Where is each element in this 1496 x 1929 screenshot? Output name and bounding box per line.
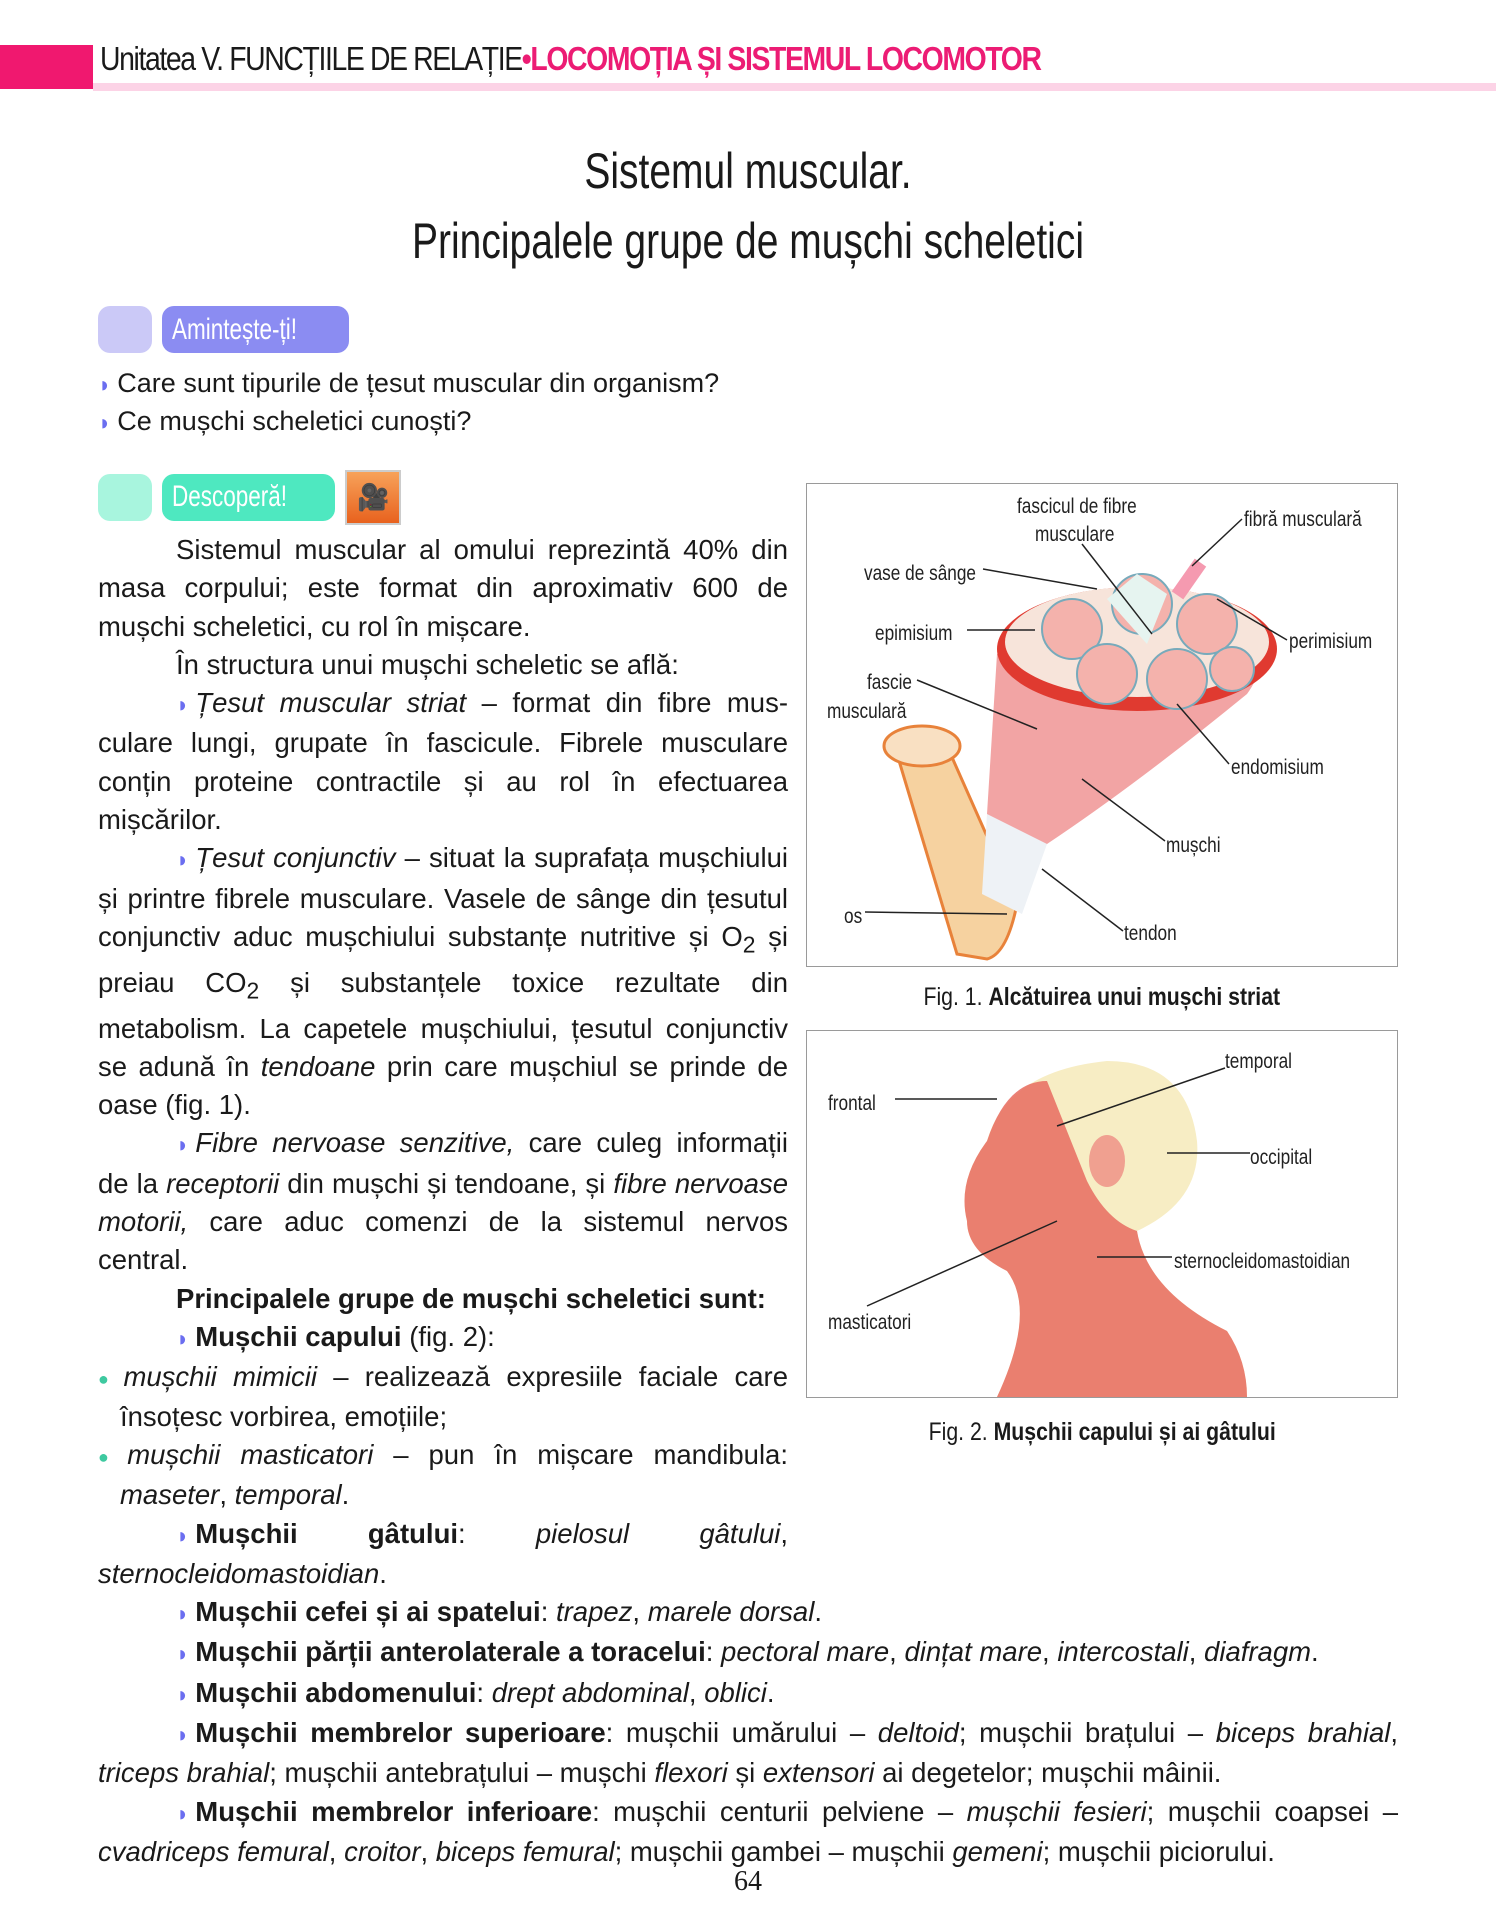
text-segment: Fibre nervoase senzitive, <box>195 1127 515 1159</box>
bullet-marker-icon: ◗ <box>176 1722 190 1748</box>
text-segment: Mușchii membrelor inferioare <box>195 1795 593 1827</box>
text-segment: pielosul gâtului <box>535 1517 781 1549</box>
text-segment: receptorii <box>166 1167 280 1199</box>
figure-1 <box>806 483 1398 967</box>
text-segment: ; mușchii gambei – mușchii <box>614 1835 953 1867</box>
text-segment: . <box>814 1596 822 1628</box>
chapter-label: LOCOMOȚIA ȘI SISTEMUL LOCOMOTOR <box>530 40 1041 77</box>
text-segment: gemeni <box>952 1835 1043 1867</box>
paragraph <box>98 1593 1398 1633</box>
label-tendon: tendon <box>1124 922 1177 945</box>
text-segment: care culeg informații de la <box>98 1127 788 1199</box>
text-segment: tendoane <box>260 1050 376 1082</box>
label-epimisium: epimisium <box>875 622 953 645</box>
text-segment: – pun în mișcare mandibula: <box>373 1439 788 1471</box>
unit-label: Unitatea V. <box>100 40 223 77</box>
text-segment: și <box>727 1757 763 1789</box>
label-vase: vase de sânge <box>864 562 977 585</box>
label-temporal: temporal <box>1225 1050 1292 1073</box>
text-segment: Mușchii membrelor superioare <box>195 1717 606 1749</box>
label-endomisium: endomisium <box>1231 756 1324 779</box>
text-segment: – situat la suprafața mușchiului și printre fibrele musculare. Vasele de sânge din țesutul conjunctiv aduc mușchiului substanțe nutritive și O <box>98 842 788 952</box>
text-segment: din mușchi și tendoane, și <box>279 1167 614 1199</box>
main-text <box>98 470 1398 1871</box>
discover-label: Descoperă! <box>172 480 288 514</box>
text-segment: sternocleidomastoidian <box>98 1557 380 1589</box>
text-segment: mușchii mimicii <box>123 1361 317 1393</box>
text-segment: , <box>889 1636 905 1668</box>
discover-badge <box>98 470 788 525</box>
text-segment: , <box>1042 1636 1058 1668</box>
label-occipital: occipital <box>1250 1146 1313 1169</box>
text-segment: ; mușchii coapsei – <box>1146 1795 1399 1827</box>
page-number: 64 <box>734 1866 762 1897</box>
text-segment: Sistemul muscular al omului reprezintă 40% din masa corpului; este format din aproximativ 600 de mușchi scheletici, cu rol în mișcare. <box>98 534 788 642</box>
text-segment: : <box>705 1636 722 1668</box>
text-segment: Țesut muscular striat <box>195 687 467 719</box>
title-line-2: Principalele grupe de mușchi scheletici <box>411 213 1085 269</box>
page-title <box>0 136 1496 276</box>
text-segment: Țesut conjunctiv <box>195 842 396 874</box>
text-segment: – format din fibre musculare lungi, grupate în fascicule. Fibrele musculare conțin proteine contractile și au rol în efectuarea mișcărilor. <box>98 687 789 836</box>
text-segment: – realizează expresiile faciale care însoțesc vorbirea, emoțiile; <box>120 1361 788 1433</box>
text-segment: . <box>341 1479 350 1511</box>
text-segment: deltoid <box>877 1717 959 1749</box>
text-segment: . <box>1311 1636 1319 1668</box>
text-segment: Mușchii părții anterolaterale a toracelui <box>195 1636 706 1668</box>
text-segment: mușchii fesieri <box>966 1795 1147 1827</box>
text-segment: 2 <box>742 931 756 958</box>
discover-pill <box>162 474 335 521</box>
text-segment: extensori <box>762 1757 875 1789</box>
text-segment: , <box>219 1479 235 1511</box>
text-segment: Mușchii cefei și ai spatelui <box>195 1596 541 1628</box>
text-segment: biceps brahial <box>1215 1717 1391 1749</box>
bullet-marker-icon: ◗ <box>176 1800 190 1826</box>
figures-column <box>806 483 1398 1533</box>
text-segment: , <box>328 1835 345 1867</box>
text-segment: ; mușchii piciorului. <box>1042 1835 1275 1867</box>
text-segment: flexori <box>654 1757 728 1789</box>
text-segment: croitor <box>344 1835 421 1867</box>
text-segment: Mușchii gâtului <box>195 1517 459 1549</box>
label-sternocleidomastoidian: sternocleidomastoidian <box>1174 1250 1351 1273</box>
text-segment: Principalele grupe de mușchi scheletici sunt: <box>176 1282 766 1314</box>
text-segment: mușchii masticatori <box>127 1439 374 1471</box>
header-rule <box>93 83 1496 91</box>
section-label: FUNCȚIILE DE RELAȚIE <box>229 40 522 77</box>
text-segment: fibre nervoase motorii, <box>98 1167 788 1238</box>
text-segment: oblici <box>704 1676 767 1708</box>
text-segment: , <box>632 1596 648 1628</box>
remember-badge <box>98 306 349 353</box>
text-segment: ai degetelor; mușchii mâinii. <box>874 1757 1222 1789</box>
bullet-marker-icon: ◗ <box>176 1681 190 1707</box>
text-segment: și substanțele toxice rezultate din metabolism. La capetele mușchiului, țesutul conjunctiv se adună în <box>98 966 788 1082</box>
text-segment: . <box>379 1557 387 1589</box>
text-segment: marele dorsal <box>647 1596 815 1628</box>
label-masticatori: masticatori <box>828 1311 912 1334</box>
caption-prefix: Fig. 1. <box>923 983 983 1011</box>
text-segment: ; mușchii antebrațului – mușchi <box>269 1757 655 1789</box>
text-segment: prin care mușchiul se prinde de oase (fig. 1). <box>98 1050 789 1121</box>
label-fibra: fibră musculară <box>1244 508 1362 531</box>
text-segment: și preiau CO <box>98 920 789 998</box>
list-dot-icon: ● <box>98 1368 118 1389</box>
label-muschi: mușchi <box>1166 834 1221 857</box>
bullet-marker-icon: ◗ <box>176 1601 190 1627</box>
text-segment: ; mușchii brațului – <box>958 1717 1216 1749</box>
bullet-marker-icon: ◗ <box>176 1132 190 1158</box>
label-fascicul-2: musculare <box>1035 523 1115 546</box>
text-segment: : <box>476 1676 492 1708</box>
bullet-marker-icon: ◗ <box>98 410 112 435</box>
remember-pill <box>162 306 349 353</box>
caption-prefix: Fig. 2. <box>928 1418 988 1446</box>
text-segment: : mușchii centurii pelviene – <box>592 1795 967 1827</box>
list-dot-icon: ● <box>98 1446 122 1467</box>
text-segment: 2 <box>246 977 260 1004</box>
text-segment: trapez <box>555 1596 633 1628</box>
text-segment: Mușchii capului <box>195 1320 402 1352</box>
text-segment: , <box>688 1676 705 1708</box>
figure-1-caption <box>806 978 1398 1016</box>
text-segment: pectoral mare <box>721 1636 890 1668</box>
label-fascie-2: musculară <box>827 700 907 723</box>
paragraph <box>98 1633 1398 1673</box>
question-2 <box>98 402 471 442</box>
label-perimisium: perimisium <box>1289 630 1373 653</box>
text-segment: intercostali <box>1057 1636 1189 1668</box>
figure-2 <box>806 1030 1398 1398</box>
text-segment: . <box>766 1676 775 1708</box>
text-segment: , <box>420 1835 436 1867</box>
question-1 <box>98 364 719 404</box>
label-os: os <box>844 905 863 928</box>
remember-label: Amintește-ți! <box>172 312 298 346</box>
text-segment: drept abdominal <box>491 1676 689 1708</box>
running-header <box>100 40 1041 78</box>
paragraph <box>98 1793 1398 1872</box>
label-fascie: fascie <box>867 671 912 694</box>
text-segment: , <box>780 1517 789 1549</box>
bullet-marker-icon: ◗ <box>176 847 190 873</box>
question-text: Care sunt tipurile de țesut muscular din organism? <box>117 368 720 398</box>
caption-text: Mușchii capului și ai gâtului <box>993 1418 1276 1446</box>
bullet-marker-icon: ◗ <box>176 692 190 718</box>
text-segment: care aduc comenzi de la sistemul nervos central. <box>98 1206 788 1276</box>
badge-square <box>98 474 152 521</box>
text-segment: (fig. 2): <box>401 1320 495 1352</box>
text-segment: dințat mare <box>904 1636 1043 1668</box>
text-segment: , <box>1188 1636 1205 1668</box>
bullet-marker-icon: ◗ <box>98 372 112 397</box>
badge-square <box>98 306 152 353</box>
text-segment: triceps brahial <box>98 1757 270 1789</box>
text-segment: , <box>1390 1717 1398 1749</box>
header-accent-block <box>0 45 93 89</box>
question-text: Ce mușchi scheletici cunoști? <box>117 406 472 436</box>
text-segment: temporal <box>234 1479 342 1511</box>
bullet-marker-icon: ◗ <box>176 1325 190 1351</box>
paragraph <box>98 1674 1398 1714</box>
text-segment: diafragm <box>1204 1636 1312 1668</box>
figure-2-caption <box>806 1413 1398 1451</box>
text-segment: cvadriceps femural <box>98 1835 329 1867</box>
bullet-marker-icon: ◗ <box>176 1641 190 1667</box>
paragraph <box>98 1714 1398 1793</box>
text-segment: : mușchii umărului – <box>605 1717 878 1749</box>
label-fascicul: fascicul de fibre <box>1017 495 1137 518</box>
bullet-marker-icon: ◗ <box>176 1522 190 1548</box>
caption-text: Alcătuirea unui mușchi striat <box>988 983 1281 1011</box>
text-segment: maseter <box>120 1479 220 1511</box>
text-segment: În structura unui mușchi scheletic se află: <box>176 648 679 680</box>
text-segment: : <box>458 1517 536 1549</box>
text-segment: : <box>540 1596 556 1628</box>
header-bullet: • <box>521 40 531 77</box>
title-line-1: Sistemul muscular. <box>584 143 912 199</box>
text-segment: Mușchii abdomenului <box>195 1676 477 1708</box>
text-segment: biceps femural <box>435 1835 615 1867</box>
video-camera-icon[interactable]: 🎥 <box>345 470 401 525</box>
label-frontal: frontal <box>828 1092 876 1115</box>
